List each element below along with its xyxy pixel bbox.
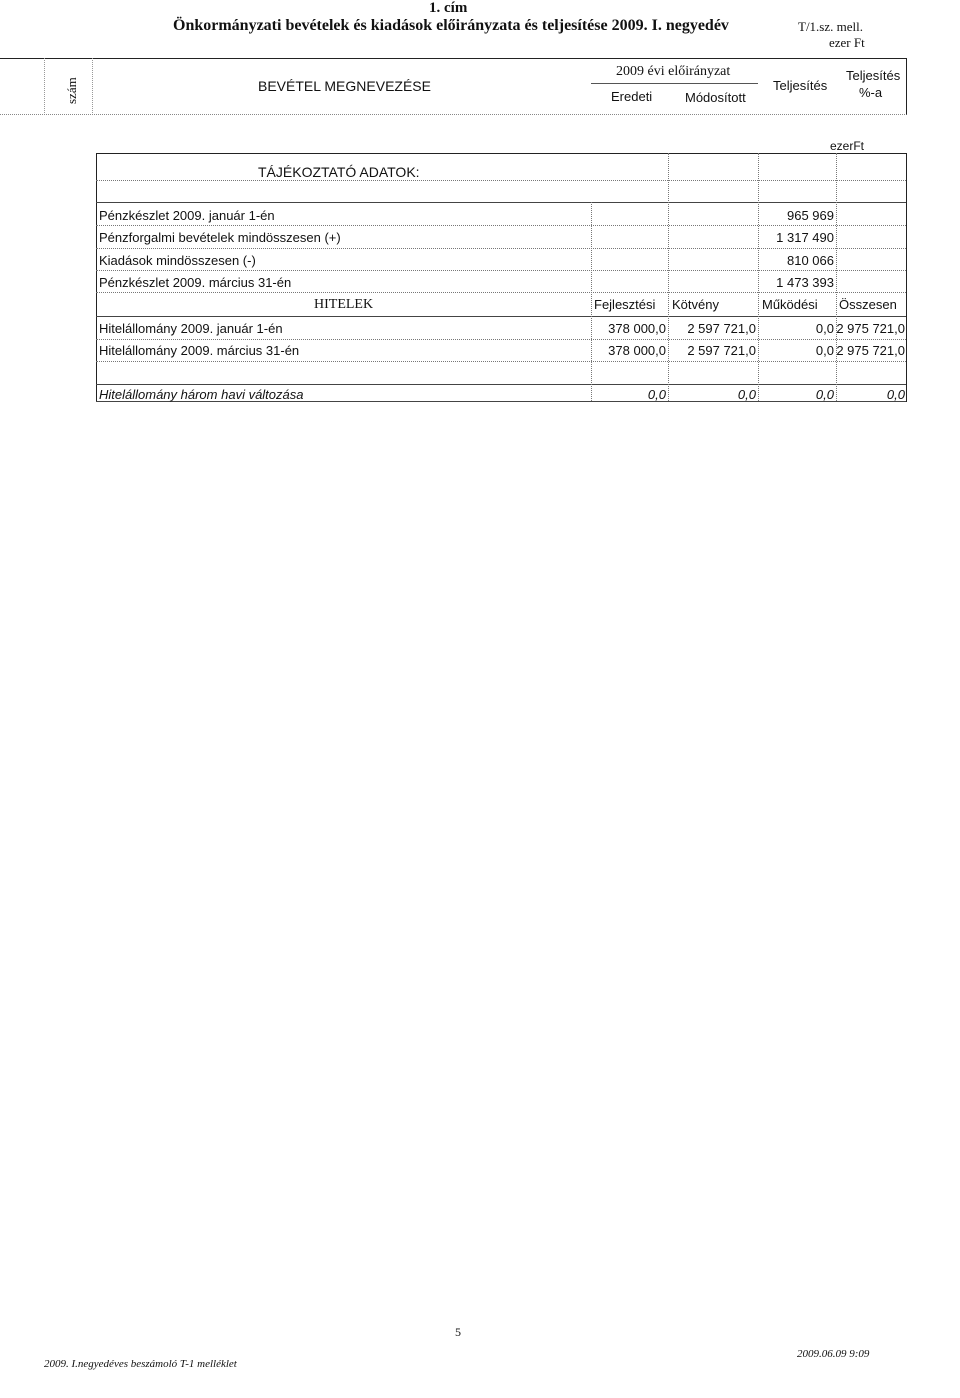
info-row-value: 965 969 — [787, 208, 834, 223]
title-line-1: 1. cím — [429, 0, 468, 16]
hitel-row-value: 2 597 721,0 — [687, 321, 756, 336]
hitel-row-value: 2 975 721,0 — [836, 321, 905, 336]
unit-label: ezer Ft — [829, 35, 865, 50]
row-divider — [96, 292, 906, 293]
header-modositott: Módosított — [685, 90, 746, 105]
hitel-row-value: 378 000,0 — [608, 343, 666, 358]
header-divider — [44, 58, 45, 113]
title-line-2: Önkormányzati bevételek és kiadások előirányzata és teljesítése 2009. I. negyedév — [173, 17, 729, 34]
header-bevetel: BEVÉTEL MEGNEVEZÉSE — [258, 78, 431, 94]
hitelek-title: HITELEK — [314, 297, 374, 312]
table-header-box — [0, 58, 907, 115]
change-row-value: 0,0 — [886, 387, 905, 402]
column-divider — [591, 202, 592, 401]
hitel-row-value: 378 000,0 — [608, 321, 666, 336]
info-title: TÁJÉKOZTATÓ ADATOK: — [258, 164, 420, 180]
footer-left: 2009. I.negyedéves beszámoló T-1 melléklet — [44, 1358, 237, 1370]
info-row-label: Kiadások mindösszesen (-) — [99, 253, 256, 268]
header-szam: szám — [64, 77, 79, 104]
info-row-value: 1 317 490 — [776, 230, 834, 245]
header-eredeti: Eredeti — [611, 89, 653, 104]
header-divider — [92, 58, 93, 113]
row-divider — [96, 202, 906, 203]
change-row-value: 0,0 — [647, 387, 666, 402]
col-head-osszesen: Összesen — [839, 297, 897, 312]
change-row-label: Hitelállomány három havi változása — [99, 387, 304, 402]
hitel-row-label: Hitelállomány 2009. január 1-én — [99, 321, 283, 336]
hitel-row-label: Hitelállomány 2009. március 31-én — [99, 343, 300, 358]
info-row-value: 810 066 — [787, 253, 834, 268]
col-head-kotveny: Kötvény — [672, 297, 719, 312]
page-number: 5 — [455, 1325, 461, 1339]
info-row-label: Pénzkészlet 2009. március 31-én — [99, 275, 292, 290]
row-divider — [96, 248, 906, 249]
change-row-value: 0,0 — [815, 387, 834, 402]
hitel-row-value: 0,0 — [815, 321, 834, 336]
row-divider — [96, 270, 906, 271]
hitel-row-value: 2 597 721,0 — [687, 343, 756, 358]
info-row-label: Pénzkészlet 2009. január 1-én — [99, 208, 275, 223]
footer-timestamp: 2009.06.09 9:09 — [797, 1348, 870, 1360]
header-teljesites: Teljesítés — [773, 78, 828, 93]
annex-label: T/1.sz. mell. — [798, 19, 863, 34]
col-head-mukodesi: Működési — [762, 297, 818, 312]
header-teljesites-pct: Teljesítés — [846, 68, 901, 83]
header-divider — [591, 83, 758, 84]
row-divider — [96, 180, 906, 181]
row-divider — [96, 339, 906, 340]
row-divider — [96, 225, 906, 226]
column-divider — [668, 153, 669, 401]
info-unit: ezerFt — [830, 139, 865, 153]
header-teljesites-pct-suffix: %-a — [859, 85, 883, 100]
row-divider — [96, 384, 906, 385]
hitel-row-value: 0,0 — [815, 343, 834, 358]
row-divider — [96, 361, 906, 362]
info-row-label: Pénzforgalmi bevételek mindösszesen (+) — [99, 230, 341, 245]
col-head-fejlesztesi: Fejlesztési — [594, 297, 656, 312]
change-row-value: 0,0 — [737, 387, 756, 402]
row-divider — [96, 316, 906, 317]
column-divider — [758, 153, 759, 401]
column-divider — [836, 153, 837, 401]
header-eloiranyzat: 2009 évi előirányzat — [616, 64, 731, 79]
hitel-row-value: 2 975 721,0 — [836, 343, 905, 358]
info-row-value: 1 473 393 — [776, 275, 834, 290]
